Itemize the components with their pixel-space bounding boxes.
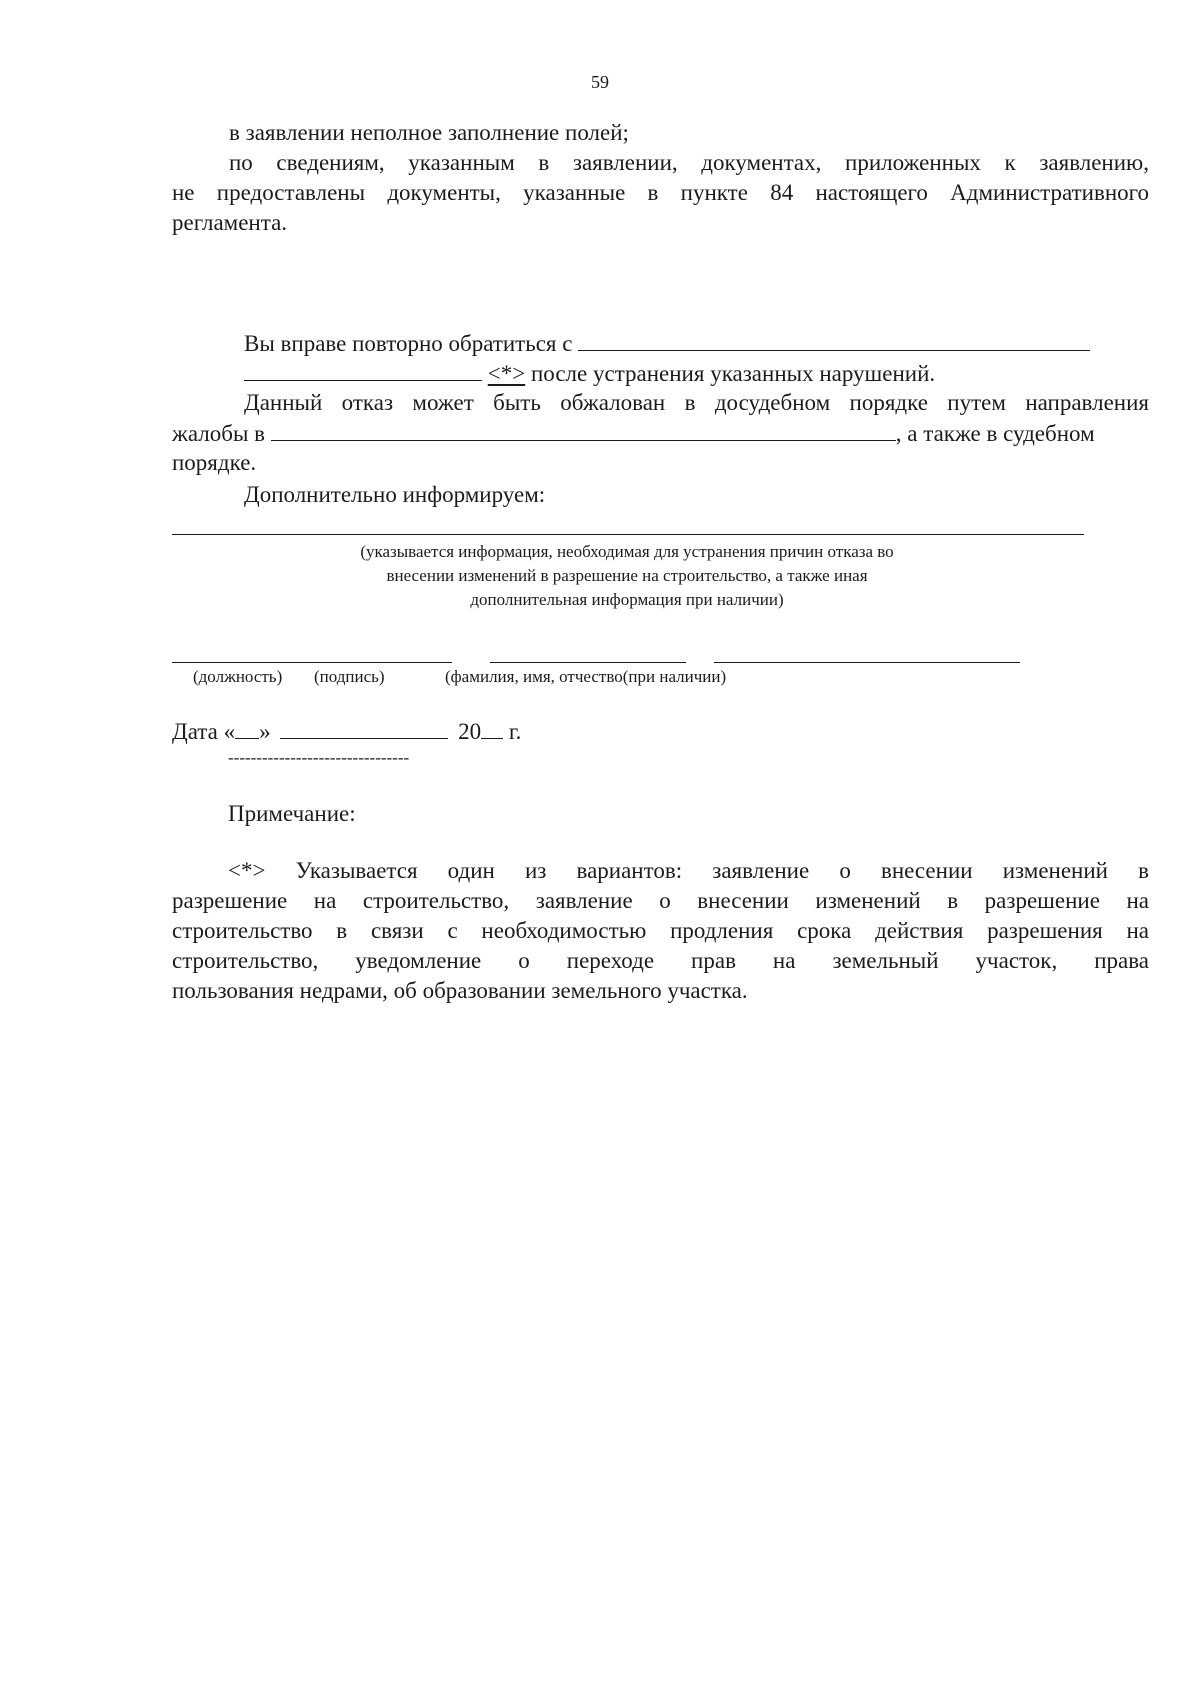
reapply-line-1 (244, 328, 1090, 359)
note-line-1: <*> Указывается один из вариантов: заявление о внесении изменений в (228, 858, 1149, 883)
additional-hint-line-1: (указывается информация, необходимая для устранения причин отказа во (360, 542, 894, 561)
note-title: Примечание: (228, 801, 356, 826)
note-line-5: пользования недрами, об образовании земельного участка. (172, 978, 748, 1003)
intro-line-2: по сведениям, указанным в заявлении, документах, приложенных к заявлению, (229, 150, 1149, 175)
reapply-line-2 (244, 358, 935, 389)
reapply-suffix: после устранения указанных нарушений. (530, 361, 936, 386)
additional-hint-line-2: внесении изменений в разрешение на строительство, а также иная (386, 566, 868, 585)
appeal-blank[interactable] (271, 418, 896, 441)
date-line (172, 716, 521, 747)
date-dashes: -------------------------------- (228, 748, 410, 767)
date-day-blank[interactable] (235, 716, 259, 739)
full-name-line[interactable] (714, 662, 1020, 663)
appeal-suffix: , а также в судебном (895, 421, 1095, 446)
intro-line-4: регламента. (172, 210, 288, 235)
additional-info-line[interactable] (172, 534, 1084, 535)
appeal-line-3: порядке. (172, 450, 257, 475)
signature-label: (подпись) (314, 667, 385, 686)
reapply-blank-2[interactable] (244, 358, 482, 381)
additional-hint (172, 540, 1082, 612)
position-line[interactable] (172, 662, 452, 663)
note-line-2: разрешение на строительство, заявление о внесении изменений в разрешение на (172, 888, 1149, 913)
reapply-blank-1[interactable] (578, 328, 1090, 351)
additional-label: Дополнительно информируем: (244, 482, 546, 507)
date-year-blank[interactable] (481, 716, 503, 739)
date-prefix: Дата « (172, 719, 236, 744)
note-line-4: строительство, уведомление о переходе прав на земельный участок, права (172, 948, 1149, 973)
page-number: 59 (591, 72, 609, 92)
date-year-prefix: 20 (458, 719, 482, 744)
appeal-line-1: Данный отказ может быть обжалован в досудебном порядке путем направления (244, 390, 1149, 415)
position-label: (должность) (193, 667, 283, 686)
note-line-3: строительство в связи с необходимостью продления срока действия разрешения на (172, 918, 1149, 943)
intro-line-3: не предоставлены документы, указанные в пункте 84 настоящего Административного (172, 180, 1149, 205)
reapply-prefix: Вы вправе повторно обратиться с (244, 331, 573, 356)
date-month-blank[interactable] (280, 716, 448, 739)
date-year-suffix: г. (508, 719, 522, 744)
appeal-line-2 (172, 418, 1149, 449)
additional-hint-line-3: дополнительная информация при наличии) (470, 590, 784, 609)
date-quote-close: » (259, 719, 271, 744)
intro-line-1: в заявлении неполное заполнение полей; (229, 120, 629, 145)
signature-line[interactable] (490, 662, 686, 663)
appeal-prefix: жалобы в (172, 421, 266, 446)
full-name-label: (фамилия, имя, отчество(при наличии) (445, 667, 727, 686)
reapply-footnote-mark: <*> (487, 361, 526, 386)
